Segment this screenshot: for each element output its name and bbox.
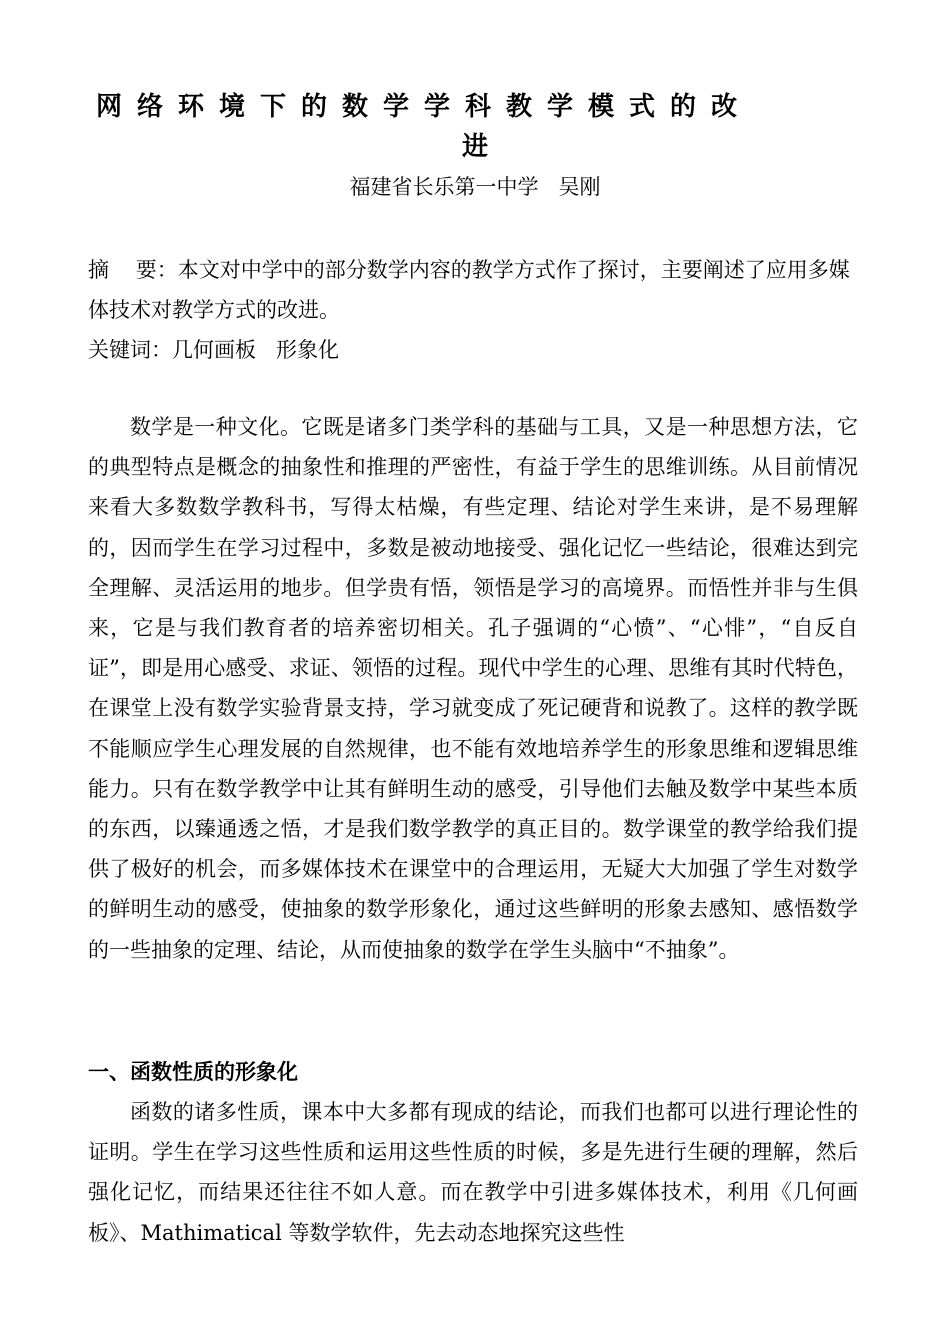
keywords: 关键词：几何画板 形象化	[88, 338, 340, 362]
document-title-continuation: 进	[461, 132, 488, 162]
author-affiliation: 福建省长乐第一中学 吴刚	[349, 175, 601, 199]
section-heading: 一、函数性质的形象化	[88, 1059, 298, 1084]
abstract-text: 本文对中学中的部分数学内容的教学方式作了探讨，主要阐述了应用多媒体技术对教学方式的改进。	[88, 258, 850, 322]
abstract	[88, 250, 858, 330]
document-title: 网络环境下的数学学科教学模式的改	[96, 92, 753, 122]
intro-paragraph: 数学是一种文化。它既是诸多门类学科的基础与工具，又是一种思想方法，它的典型特点是概念的抽象性和推理的严密性，有益于学生的思维训练。从目前情况来看大多数数学教科书，写得太枯燥，有些定理、结论对学生来讲，是不易理解的，因而学生在学习过程中，多数是被动地接受、强化记忆一些结论，很难达到完全理解、灵活运用的地步。但学贵有悟，领悟是学习的高境界。而悟性并非与生俱来，它是与我们教育者的培养密切相关。孔子强调的“心愤”、“心悱”，“自反自证”，即是用心感受、求证、领悟的过程。现代中学生的心理、思维有其时代特色，在课堂上没有数学实验背景支持，学习就变成了死记硬背和说教了。这样的教学既不能顺应学生心理发展的自然规律，也不能有效地培养学生的形象思维和逻辑思维能力。只有在数学教学中让其有鲜明生动的感受，引导他们去触及数学中某些本质的东西，以臻通透之悟，才是我们数学教学的真正目的。数学课堂的教学给我们提供了极好的机会，而多媒体技术在课堂中的合理运用，无疑大大加强了学生对数学的鲜明生动的感受，使抽象的数学形象化，通过这些鲜明的形象去感知、感悟数学的一些抽象的定理、结论，从而使抽象的数学在学生头脑中“不抽象”。	[88, 415, 858, 962]
abstract-label: 摘 要：	[88, 258, 178, 282]
section-paragraph: 函数的诸多性质，课本中大多都有现成的结论，而我们也都可以进行理论性的证明。学生在学习这些性质和运用这些性质的时候，多是先进行生硬的理解，然后强化记忆，而结果还往往不如人意。而在教学中引进多媒体技术，利用《几何画板》、Mathimatical 等数学软件，先去动态地探究这些性	[88, 1100, 858, 1245]
